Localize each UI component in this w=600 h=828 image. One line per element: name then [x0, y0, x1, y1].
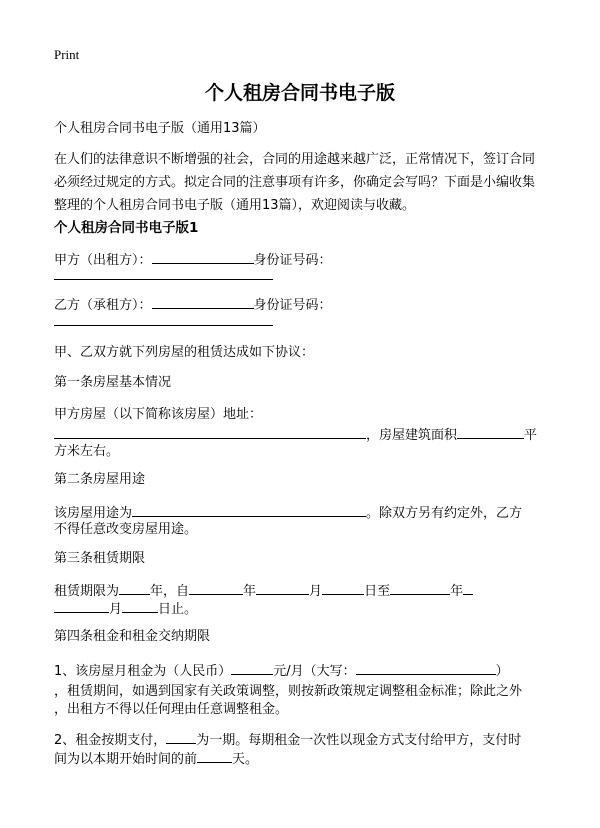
party-b-id-blank[interactable]	[54, 325, 273, 326]
art3-heading: 第三条租赁期限	[54, 551, 146, 566]
party-a-line	[54, 250, 332, 270]
rent-close: ）	[495, 664, 509, 679]
art1-area-line	[54, 425, 537, 445]
start-month-label: 月	[309, 584, 323, 599]
term-from-label: 年，自	[150, 584, 190, 599]
use-blank[interactable]	[132, 503, 366, 517]
art4-clause2-line1	[54, 730, 521, 750]
art2-use-line	[54, 503, 522, 523]
party-b-label: 乙方（承租方）：	[54, 298, 152, 313]
payment-due-prefix: 间为以本期开始时间的前	[54, 752, 198, 767]
rent-prefix: 1、该房屋月租金为（人民币）	[54, 664, 232, 679]
art4-clause1-line2: ，租赁期间，如遇到国家有关政策调整，则按新政策规定调整租金标准；除此之外	[54, 684, 523, 699]
term-years-blank[interactable]	[119, 581, 150, 595]
start-day-blank[interactable]	[322, 581, 364, 595]
area-prefix: ，房屋建筑面积	[366, 428, 458, 443]
party-a-label: 甲方（出租方）：	[54, 253, 152, 268]
art1-address-label: 甲方房屋（以下简称该房屋）地址：	[54, 407, 263, 422]
start-year-blank[interactable]	[189, 581, 243, 595]
rent-amount-blank[interactable]	[231, 661, 273, 675]
agreement-text: 甲、乙双方就下列房屋的租赁达成如下协议：	[54, 345, 315, 360]
address-blank[interactable]	[54, 425, 366, 439]
payment-mid: 为一期。每期租金一次性以现金方式支付给甲方，支付时	[196, 733, 522, 748]
document-subtitle: 个人租房合同书电子版（通用13篇）	[54, 121, 266, 136]
payment-prefix: 2、租金按期支付，	[54, 733, 167, 748]
party-a-id-blank[interactable]	[54, 279, 273, 280]
start-day-to-label: 日至	[364, 584, 391, 599]
art2-use-line2: 不得任意改变房屋用途。	[54, 522, 198, 537]
area-unit-a: 平	[524, 428, 538, 443]
party-b-id-label: 身份证号码：	[253, 298, 332, 313]
start-month-blank[interactable]	[256, 581, 309, 595]
use-suffix: 。除双方另有约定外，乙方	[366, 506, 523, 521]
party-b-line	[54, 295, 332, 315]
art3-term-line1	[54, 581, 473, 601]
start-year-label: 年	[243, 584, 257, 599]
payment-due-suffix: 天。	[232, 752, 259, 767]
end-label: 日止。	[158, 602, 198, 617]
end-year-blank[interactable]	[390, 581, 450, 595]
intro-paragraph: 在人们的法律意识不断增强的社会，合同的用途越来越广泛，正常情况下，签订合同必须经过规定的方式。拟定合同的注意事项有许多，你确定会写吗？下面是小编收集整理的个人租房合同书电子版（通用13篇），欢迎阅读与收藏。	[54, 152, 536, 213]
document-title: 个人租房合同书电子版	[204, 82, 395, 104]
art4-clause1-line3: ，出租方不得以任何理由任意调整租金。	[54, 702, 289, 717]
end-month-blank[interactable]	[54, 599, 109, 613]
art1-area-unit-b: 方米左右。	[54, 444, 120, 459]
term-period-label: 租赁期限为	[54, 584, 120, 599]
party-a-id-label: 身份证号码：	[253, 253, 332, 268]
end-year-label: 年	[450, 584, 464, 599]
payment-days-blank[interactable]	[197, 749, 232, 763]
art1-heading: 第一条房屋基本情况	[54, 375, 172, 390]
art3-term-line2	[54, 599, 197, 619]
art4-clause1-line1	[54, 661, 509, 681]
payment-period-blank[interactable]	[166, 730, 196, 744]
use-prefix: 该房屋用途为	[54, 506, 133, 521]
rent-amount-words-blank[interactable]	[356, 661, 496, 675]
end-month-label: 月	[109, 602, 123, 617]
print-link[interactable]: Print	[54, 47, 80, 62]
party-a-name-blank[interactable]	[152, 250, 254, 264]
section-title: 个人租房合同书电子版1	[54, 220, 199, 236]
rent-mid: 元/月（大写：	[273, 664, 356, 679]
area-blank[interactable]	[457, 425, 524, 439]
art4-clause2-line2	[54, 749, 258, 769]
end-year-tail-blank[interactable]	[463, 581, 473, 595]
art4-heading: 第四条租金和租金交纳期限	[54, 629, 211, 644]
art2-heading: 第二条房屋用途	[54, 472, 146, 487]
end-day-blank[interactable]	[122, 599, 158, 613]
party-b-name-blank[interactable]	[152, 295, 254, 309]
